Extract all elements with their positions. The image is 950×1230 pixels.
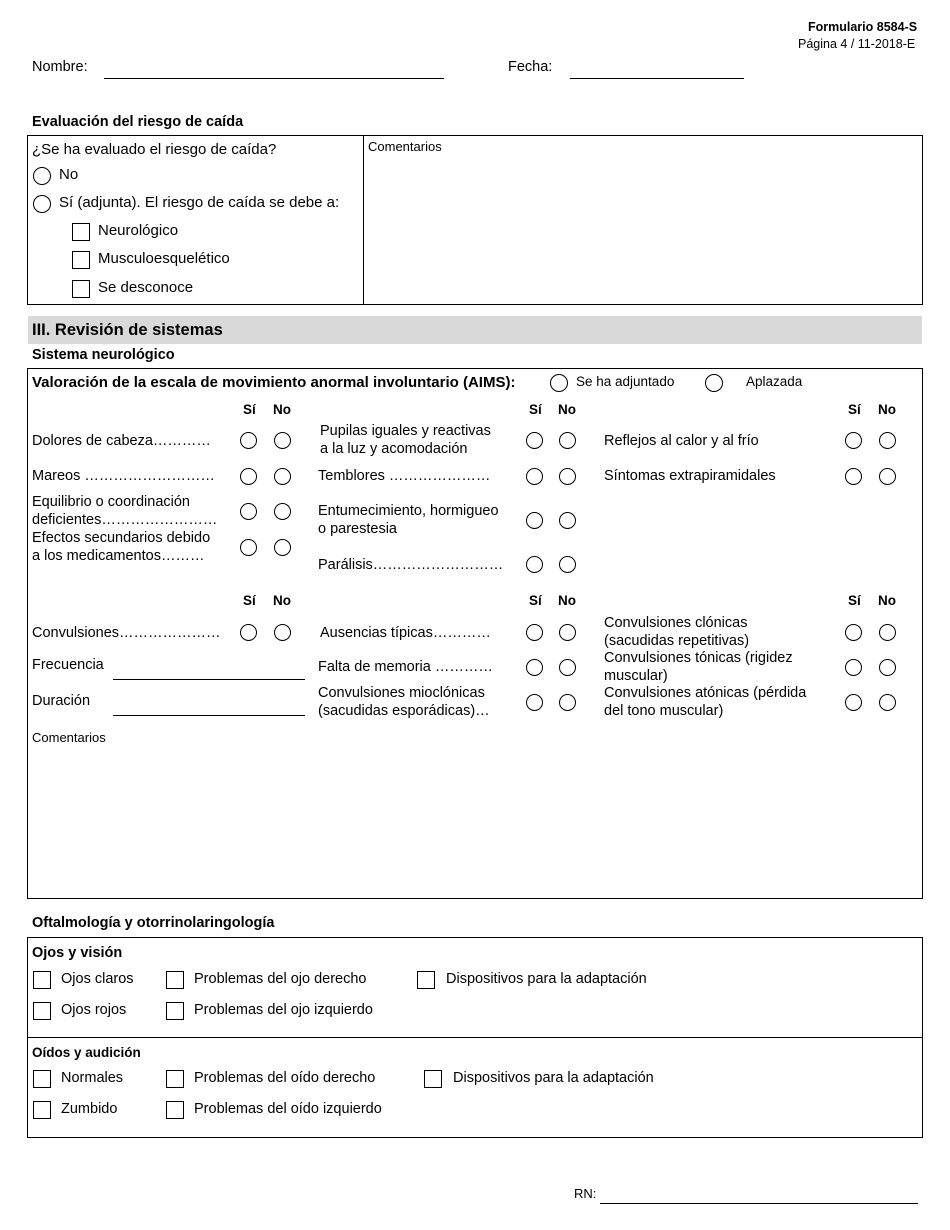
balance-line-1: Equilibrio o coordinación: [32, 494, 190, 510]
red-eyes-checkbox[interactable]: [33, 1002, 51, 1020]
fall-risk-yes-radio[interactable]: [33, 195, 51, 213]
atonic-yes-radio[interactable]: [845, 694, 862, 711]
convulsions-label: Convulsiones…………………: [32, 625, 221, 641]
pupils-no-radio[interactable]: [559, 432, 576, 449]
no-header: No: [878, 593, 896, 608]
red-eyes-label: Ojos rojos: [61, 1002, 127, 1018]
neuro-title: Sistema neurológico: [32, 347, 175, 363]
clonic-label: [604, 614, 749, 650]
fall-risk-no-radio[interactable]: [33, 167, 51, 185]
ears-title: Oídos y audición: [32, 1045, 141, 1060]
no-header: No: [273, 593, 291, 608]
numbness-label: [318, 502, 499, 538]
neurological-label: Neurológico: [98, 222, 179, 239]
ent-title: Oftalmología y otorrinolaringología: [32, 915, 275, 931]
aims-deferred-radio[interactable]: [705, 374, 723, 392]
rn-label: RN:: [574, 1186, 597, 1201]
unknown-checkbox[interactable]: [72, 280, 90, 298]
no-header: No: [558, 402, 576, 417]
numbness-line-2: o parestesia: [318, 521, 397, 537]
right-ear-problems-checkbox[interactable]: [166, 1070, 184, 1088]
section-title: III. Revisión de sistemas: [32, 321, 223, 339]
name-label: Nombre:: [32, 59, 88, 75]
yes-header: Sí: [243, 593, 256, 608]
tonic-line-2: muscular): [604, 668, 668, 684]
tonic-line-1: Convulsiones tónicas (rigidez: [604, 650, 793, 666]
absence-no-radio[interactable]: [559, 624, 576, 641]
tremors-label: Temblores …………………: [318, 468, 491, 484]
side-effects-line-1: Efectos secundarios debido: [32, 530, 211, 546]
dizziness-label: Mareos ………………………: [32, 468, 215, 484]
myoclonic-no-radio[interactable]: [559, 694, 576, 711]
left-eye-problems-checkbox[interactable]: [166, 1002, 184, 1020]
fall-risk-divider: [363, 135, 364, 305]
right-eye-problems-label: Problemas del ojo derecho: [194, 971, 367, 987]
left-eye-problems-label: Problemas del ojo izquierdo: [194, 1002, 373, 1018]
clear-eyes-checkbox[interactable]: [33, 971, 51, 989]
normal-ears-checkbox[interactable]: [33, 1070, 51, 1088]
headaches-no-radio[interactable]: [274, 432, 291, 449]
frequency-label: Frecuencia: [32, 657, 104, 673]
myoclonic-line-1: Convulsiones mioclónicas: [318, 685, 485, 701]
atonic-no-radio[interactable]: [879, 694, 896, 711]
yes-header: Sí: [529, 593, 542, 608]
pupils-yes-radio[interactable]: [526, 432, 543, 449]
myoclonic-label: [318, 684, 490, 720]
pupils-line-1: Pupilas iguales y reactivas: [320, 423, 491, 439]
myoclonic-line-2: (sacudidas esporádicas)…: [318, 703, 490, 719]
absence-yes-radio[interactable]: [526, 624, 543, 641]
memory-loss-no-radio[interactable]: [559, 659, 576, 676]
convulsions-yes-radio[interactable]: [240, 624, 257, 641]
memory-loss-label: Falta de memoria …………: [318, 659, 493, 675]
tonic-label: [604, 649, 793, 685]
absence-label: Ausencias típicas…………: [320, 625, 491, 641]
numbness-yes-radio[interactable]: [526, 512, 543, 529]
form-number: Formulario 8584-S: [808, 20, 918, 34]
reflexes-no-radio[interactable]: [879, 432, 896, 449]
atonic-line-1: Convulsiones atónicas (pérdida: [604, 685, 807, 701]
ear-devices-checkbox[interactable]: [424, 1070, 442, 1088]
aims-attached-radio[interactable]: [550, 374, 568, 392]
name-field[interactable]: [104, 78, 444, 79]
extrapyramidal-yes-radio[interactable]: [845, 468, 862, 485]
right-ear-problems-label: Problemas del oído derecho: [194, 1070, 376, 1086]
reflexes-yes-radio[interactable]: [845, 432, 862, 449]
yes-header: Sí: [848, 402, 861, 417]
balance-yes-radio[interactable]: [240, 503, 257, 520]
tremors-yes-radio[interactable]: [526, 468, 543, 485]
side-effects-yes-radio[interactable]: [240, 539, 257, 556]
reflexes-label: Reflejos al calor y al frío: [604, 433, 759, 449]
ear-devices-label: Dispositivos para la adaptación: [453, 1070, 654, 1086]
paralysis-no-radio[interactable]: [559, 556, 576, 573]
fall-risk-comments-label: Comentarios: [368, 139, 442, 154]
clonic-line-2: (sacudidas repetitivas): [604, 633, 750, 649]
left-ear-problems-checkbox[interactable]: [166, 1101, 184, 1119]
numbness-line-1: Entumecimiento, hormigueo: [318, 503, 499, 519]
unknown-label: Se desconoce: [98, 279, 194, 296]
balance-label: [32, 493, 217, 529]
memory-loss-yes-radio[interactable]: [526, 659, 543, 676]
frequency-field[interactable]: [113, 679, 305, 680]
extrapyramidal-label: Síntomas extrapiramidales: [604, 468, 776, 484]
side-effects-no-radio[interactable]: [274, 539, 291, 556]
ent-divider: [27, 1037, 923, 1038]
aims-label: Valoración de la escala de movimiento anormal involuntario (AIMS):: [32, 374, 516, 391]
atonic-line-2: del tono muscular): [604, 703, 724, 719]
fall-risk-yes-label: Sí (adjunta). El riesgo de caída se debe a:: [59, 194, 340, 211]
neurological-checkbox[interactable]: [72, 223, 90, 241]
aims-attached-label: Se ha adjuntado: [576, 374, 675, 389]
musculoskeletal-label: Musculoesquelético: [98, 250, 230, 267]
tremors-no-radio[interactable]: [559, 468, 576, 485]
headaches-label: Dolores de cabeza…………: [32, 433, 211, 449]
side-effects-line-2: a los medicamentos………: [32, 548, 205, 564]
left-ear-problems-label: Problemas del oído izquierdo: [194, 1101, 382, 1117]
date-field[interactable]: [570, 78, 744, 79]
rn-signature-field[interactable]: [600, 1203, 918, 1204]
dizziness-yes-radio[interactable]: [240, 468, 257, 485]
fall-risk-comments-field[interactable]: [368, 158, 918, 300]
fall-risk-no-label: No: [59, 166, 79, 183]
duration-field[interactable]: [113, 715, 305, 716]
no-header: No: [558, 593, 576, 608]
tinnitus-label: Zumbido: [61, 1101, 118, 1117]
yes-header: Sí: [529, 402, 542, 417]
side-effects-label: [32, 529, 210, 565]
clear-eyes-label: Ojos claros: [61, 971, 134, 987]
convulsions-no-radio[interactable]: [274, 624, 291, 641]
paralysis-yes-radio[interactable]: [526, 556, 543, 573]
clonic-line-1: Convulsiones clónicas: [604, 615, 748, 631]
clonic-yes-radio[interactable]: [845, 624, 862, 641]
musculoskeletal-checkbox[interactable]: [72, 251, 90, 269]
dizziness-no-radio[interactable]: [274, 468, 291, 485]
duration-label: Duración: [32, 693, 91, 709]
yes-header: Sí: [848, 593, 861, 608]
tonic-yes-radio[interactable]: [845, 659, 862, 676]
neuro-comments-field[interactable]: [32, 750, 918, 894]
page-info: Página 4 / 11-2018-E: [798, 37, 916, 51]
headaches-yes-radio[interactable]: [240, 432, 257, 449]
eye-devices-label: Dispositivos para la adaptación: [446, 971, 647, 987]
aims-deferred-label: Aplazada: [746, 374, 803, 389]
no-header: No: [273, 402, 291, 417]
eyes-title: Ojos y visión: [32, 945, 123, 961]
pupils-line-2: a la luz y acomodación: [320, 441, 468, 457]
clonic-no-radio[interactable]: [879, 624, 896, 641]
paralysis-label: Parálisis………………………: [318, 557, 504, 573]
balance-no-radio[interactable]: [274, 503, 291, 520]
fall-risk-question: ¿Se ha evaluado el riesgo de caída?: [32, 141, 277, 158]
right-eye-problems-checkbox[interactable]: [166, 971, 184, 989]
myoclonic-yes-radio[interactable]: [526, 694, 543, 711]
balance-line-2: deficientes……………………: [32, 512, 218, 528]
tinnitus-checkbox[interactable]: [33, 1101, 51, 1119]
numbness-no-radio[interactable]: [559, 512, 576, 529]
yes-header: Sí: [243, 402, 256, 417]
tonic-no-radio[interactable]: [879, 659, 896, 676]
normal-ears-label: Normales: [61, 1070, 124, 1086]
atonic-label: [604, 684, 806, 720]
fall-risk-title: Evaluación del riesgo de caída: [32, 114, 244, 130]
extrapyramidal-no-radio[interactable]: [879, 468, 896, 485]
no-header: No: [878, 402, 896, 417]
pupils-label: [320, 422, 491, 458]
neuro-comments-label: Comentarios: [32, 730, 106, 745]
eye-devices-checkbox[interactable]: [417, 971, 435, 989]
date-label: Fecha:: [508, 59, 553, 75]
